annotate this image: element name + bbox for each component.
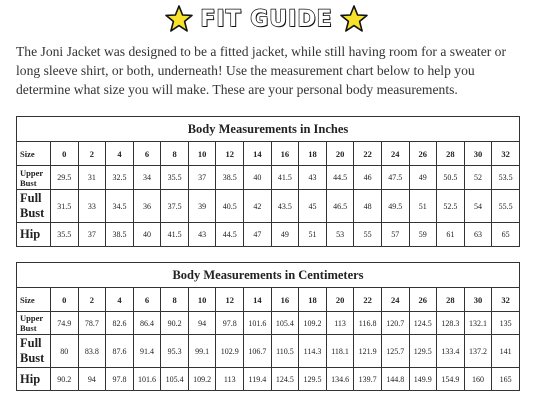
measurement-cell: 54 <box>464 190 492 223</box>
measurement-cell: 80 <box>51 335 79 368</box>
measurement-cell: 94 <box>188 312 216 335</box>
measurement-cell: 29.5 <box>51 166 79 190</box>
measurement-cell: 44.5 <box>326 166 354 190</box>
measurement-cell: 129.5 <box>409 335 437 368</box>
size-label: Size <box>17 288 51 312</box>
measurement-cell: 97.8 <box>106 368 134 391</box>
measurement-cell: 35.5 <box>51 223 79 247</box>
size-cell: 0 <box>51 142 79 166</box>
measurement-cell: 135 <box>492 312 520 335</box>
star-shape <box>341 6 367 31</box>
size-cell: 28 <box>437 142 465 166</box>
measurement-cell: 74.9 <box>51 312 79 335</box>
measurement-cell: 149.9 <box>409 368 437 391</box>
size-header-row <box>17 288 520 312</box>
measurement-cell: 55 <box>354 223 382 247</box>
measurement-cell: 40 <box>133 223 161 247</box>
size-cell: 22 <box>354 288 382 312</box>
size-cell: 32 <box>492 142 520 166</box>
table-row <box>17 312 520 335</box>
measurement-cell: 114.3 <box>299 335 327 368</box>
size-cell: 2 <box>78 288 106 312</box>
measurement-cell: 141 <box>492 335 520 368</box>
table-row <box>17 335 520 368</box>
measurement-cell: 43 <box>188 223 216 247</box>
size-cell: 28 <box>437 288 465 312</box>
measurement-cell: 102.9 <box>216 335 244 368</box>
measurement-cell: 36 <box>133 190 161 223</box>
measurement-cell: 83.8 <box>78 335 106 368</box>
size-cell: 10 <box>188 142 216 166</box>
table-caption: Body Measurements in Inches <box>17 117 520 142</box>
measurement-cell: 101.6 <box>244 312 272 335</box>
measurement-cell: 90.2 <box>161 312 189 335</box>
measurement-cell: 120.7 <box>381 312 409 335</box>
measurement-table <box>16 116 520 247</box>
measurement-cell: 45 <box>299 190 327 223</box>
measurement-cell: 59 <box>409 223 437 247</box>
measurement-cell: 42 <box>244 190 272 223</box>
size-cell: 14 <box>244 288 272 312</box>
size-cell: 30 <box>464 142 492 166</box>
size-cell: 22 <box>354 142 382 166</box>
size-cell: 12 <box>216 142 244 166</box>
measurement-cell: 137.2 <box>464 335 492 368</box>
measurement-cell: 65 <box>492 223 520 247</box>
measurement-cell: 110.5 <box>271 335 299 368</box>
measurement-cell: 53.5 <box>492 166 520 190</box>
size-cell: 20 <box>326 142 354 166</box>
measurement-cell: 41.5 <box>161 223 189 247</box>
measurement-cell: 35.5 <box>161 166 189 190</box>
measurement-cell: 94 <box>78 368 106 391</box>
measurement-cell: 125.7 <box>381 335 409 368</box>
row-label: Full Bust <box>17 335 51 368</box>
measurement-cell: 154.9 <box>437 368 465 391</box>
measurement-cell: 129.5 <box>299 368 327 391</box>
star-shape <box>166 6 192 31</box>
size-cell: 16 <box>271 142 299 166</box>
measurement-cell: 133.4 <box>437 335 465 368</box>
size-cell: 0 <box>51 288 79 312</box>
size-cell: 26 <box>409 288 437 312</box>
measurement-cell: 109.2 <box>188 368 216 391</box>
measurement-cell: 51 <box>299 223 327 247</box>
size-cell: 20 <box>326 288 354 312</box>
table-row <box>17 166 520 190</box>
measurement-cell: 40.5 <box>216 190 244 223</box>
fit-guide-header <box>0 2 533 36</box>
measurement-cell: 49.5 <box>381 190 409 223</box>
measurement-cell: 55.5 <box>492 190 520 223</box>
measurement-cell: 31.5 <box>51 190 79 223</box>
measurement-cell: 47.5 <box>381 166 409 190</box>
measurement-cell: 38.5 <box>106 223 134 247</box>
measurement-cell: 39 <box>188 190 216 223</box>
star-icon <box>339 4 369 34</box>
table-row <box>17 223 520 247</box>
measurement-cell: 41.5 <box>271 166 299 190</box>
measurement-cell: 105.4 <box>271 312 299 335</box>
star-icon <box>164 4 194 34</box>
size-cell: 26 <box>409 142 437 166</box>
measurement-cell: 37 <box>188 166 216 190</box>
measurement-cell: 63 <box>464 223 492 247</box>
size-cell: 16 <box>271 288 299 312</box>
measurement-cell: 99.1 <box>188 335 216 368</box>
measurement-cell: 34.5 <box>106 190 134 223</box>
size-cell: 8 <box>161 288 189 312</box>
measurement-cell: 33 <box>78 190 106 223</box>
size-cell: 4 <box>106 142 134 166</box>
measurement-cell: 44.5 <box>216 223 244 247</box>
measurement-cell: 53 <box>326 223 354 247</box>
size-cell: 32 <box>492 288 520 312</box>
size-cell: 30 <box>464 288 492 312</box>
measurement-table <box>16 262 520 391</box>
size-cell: 12 <box>216 288 244 312</box>
measurement-cell: 38.5 <box>216 166 244 190</box>
measurement-cell: 97.8 <box>216 312 244 335</box>
table-row <box>17 368 520 391</box>
size-cell: 14 <box>244 142 272 166</box>
measurement-cell: 132.1 <box>464 312 492 335</box>
size-cell: 24 <box>381 142 409 166</box>
measurement-cell: 139.7 <box>354 368 382 391</box>
size-header-row <box>17 142 520 166</box>
row-label: Hip <box>17 223 51 247</box>
measurement-cell: 49 <box>271 223 299 247</box>
row-label: Hip <box>17 368 51 391</box>
measurement-cell: 90.2 <box>51 368 79 391</box>
size-cell: 10 <box>188 288 216 312</box>
row-label: Full Bust <box>17 190 51 223</box>
measurement-cell: 51 <box>409 190 437 223</box>
size-label: Size <box>17 142 51 166</box>
measurement-cell: 91.4 <box>133 335 161 368</box>
measurement-cell: 113 <box>326 312 354 335</box>
measurement-cell: 46.5 <box>326 190 354 223</box>
measurement-cell: 113 <box>216 368 244 391</box>
size-cell: 2 <box>78 142 106 166</box>
size-cell: 18 <box>299 288 327 312</box>
measurement-cell: 124.5 <box>409 312 437 335</box>
measurement-cell: 124.5 <box>271 368 299 391</box>
measurement-cell: 49 <box>409 166 437 190</box>
measurement-cell: 52 <box>464 166 492 190</box>
size-cell: 24 <box>381 288 409 312</box>
row-label: Upper Bust <box>17 312 51 335</box>
measurement-cell: 32.5 <box>106 166 134 190</box>
measurement-cell: 165 <box>492 368 520 391</box>
intro-paragraph: The Joni Jacket was designed to be a fitted jacket, while still having room for a sweater or long sleeve shirt, or both, underneath! Use the measurement chart below to help you determine what size you will make. These are your personal body measurements. <box>16 44 506 97</box>
measurement-cell: 52.5 <box>437 190 465 223</box>
size-cell: 8 <box>161 142 189 166</box>
measurement-cell: 144.8 <box>381 368 409 391</box>
measurement-cell: 87.6 <box>106 335 134 368</box>
measurement-cell: 43 <box>299 166 327 190</box>
measurement-cell: 47 <box>244 223 272 247</box>
measurement-cell: 46 <box>354 166 382 190</box>
measurement-cell: 37.5 <box>161 190 189 223</box>
measurement-cell: 40 <box>244 166 272 190</box>
measurement-cell: 101.6 <box>133 368 161 391</box>
size-cell: 6 <box>133 142 161 166</box>
size-cell: 18 <box>299 142 327 166</box>
measurement-cell: 43.5 <box>271 190 299 223</box>
measurement-cell: 118.1 <box>326 335 354 368</box>
table-caption: Body Measurements in Centimeters <box>17 263 520 288</box>
size-cell: 6 <box>133 288 161 312</box>
measurement-cell: 50.5 <box>437 166 465 190</box>
measurement-cell: 95.3 <box>161 335 189 368</box>
measurement-cell: 31 <box>78 166 106 190</box>
measurement-cell: 57 <box>381 223 409 247</box>
measurement-cell: 78.7 <box>78 312 106 335</box>
measurement-cell: 116.8 <box>354 312 382 335</box>
measurement-cell: 61 <box>437 223 465 247</box>
size-cell: 4 <box>106 288 134 312</box>
measurement-cell: 106.7 <box>244 335 272 368</box>
measurement-cell: 121.9 <box>354 335 382 368</box>
measurement-cell: 128.3 <box>437 312 465 335</box>
measurement-cell: 134.6 <box>326 368 354 391</box>
measurement-cell: 86.4 <box>133 312 161 335</box>
measurement-cell: 109.2 <box>299 312 327 335</box>
measurement-cell: 105.4 <box>161 368 189 391</box>
measurement-cell: 34 <box>133 166 161 190</box>
page-title: FIT GUIDE <box>200 6 333 32</box>
measurement-cell: 37 <box>78 223 106 247</box>
measurement-cell: 160 <box>464 368 492 391</box>
measurement-cell: 119.4 <box>244 368 272 391</box>
table-row <box>17 190 520 223</box>
row-label: Upper Bust <box>17 166 51 190</box>
measurement-cell: 48 <box>354 190 382 223</box>
measurement-cell: 82.6 <box>106 312 134 335</box>
